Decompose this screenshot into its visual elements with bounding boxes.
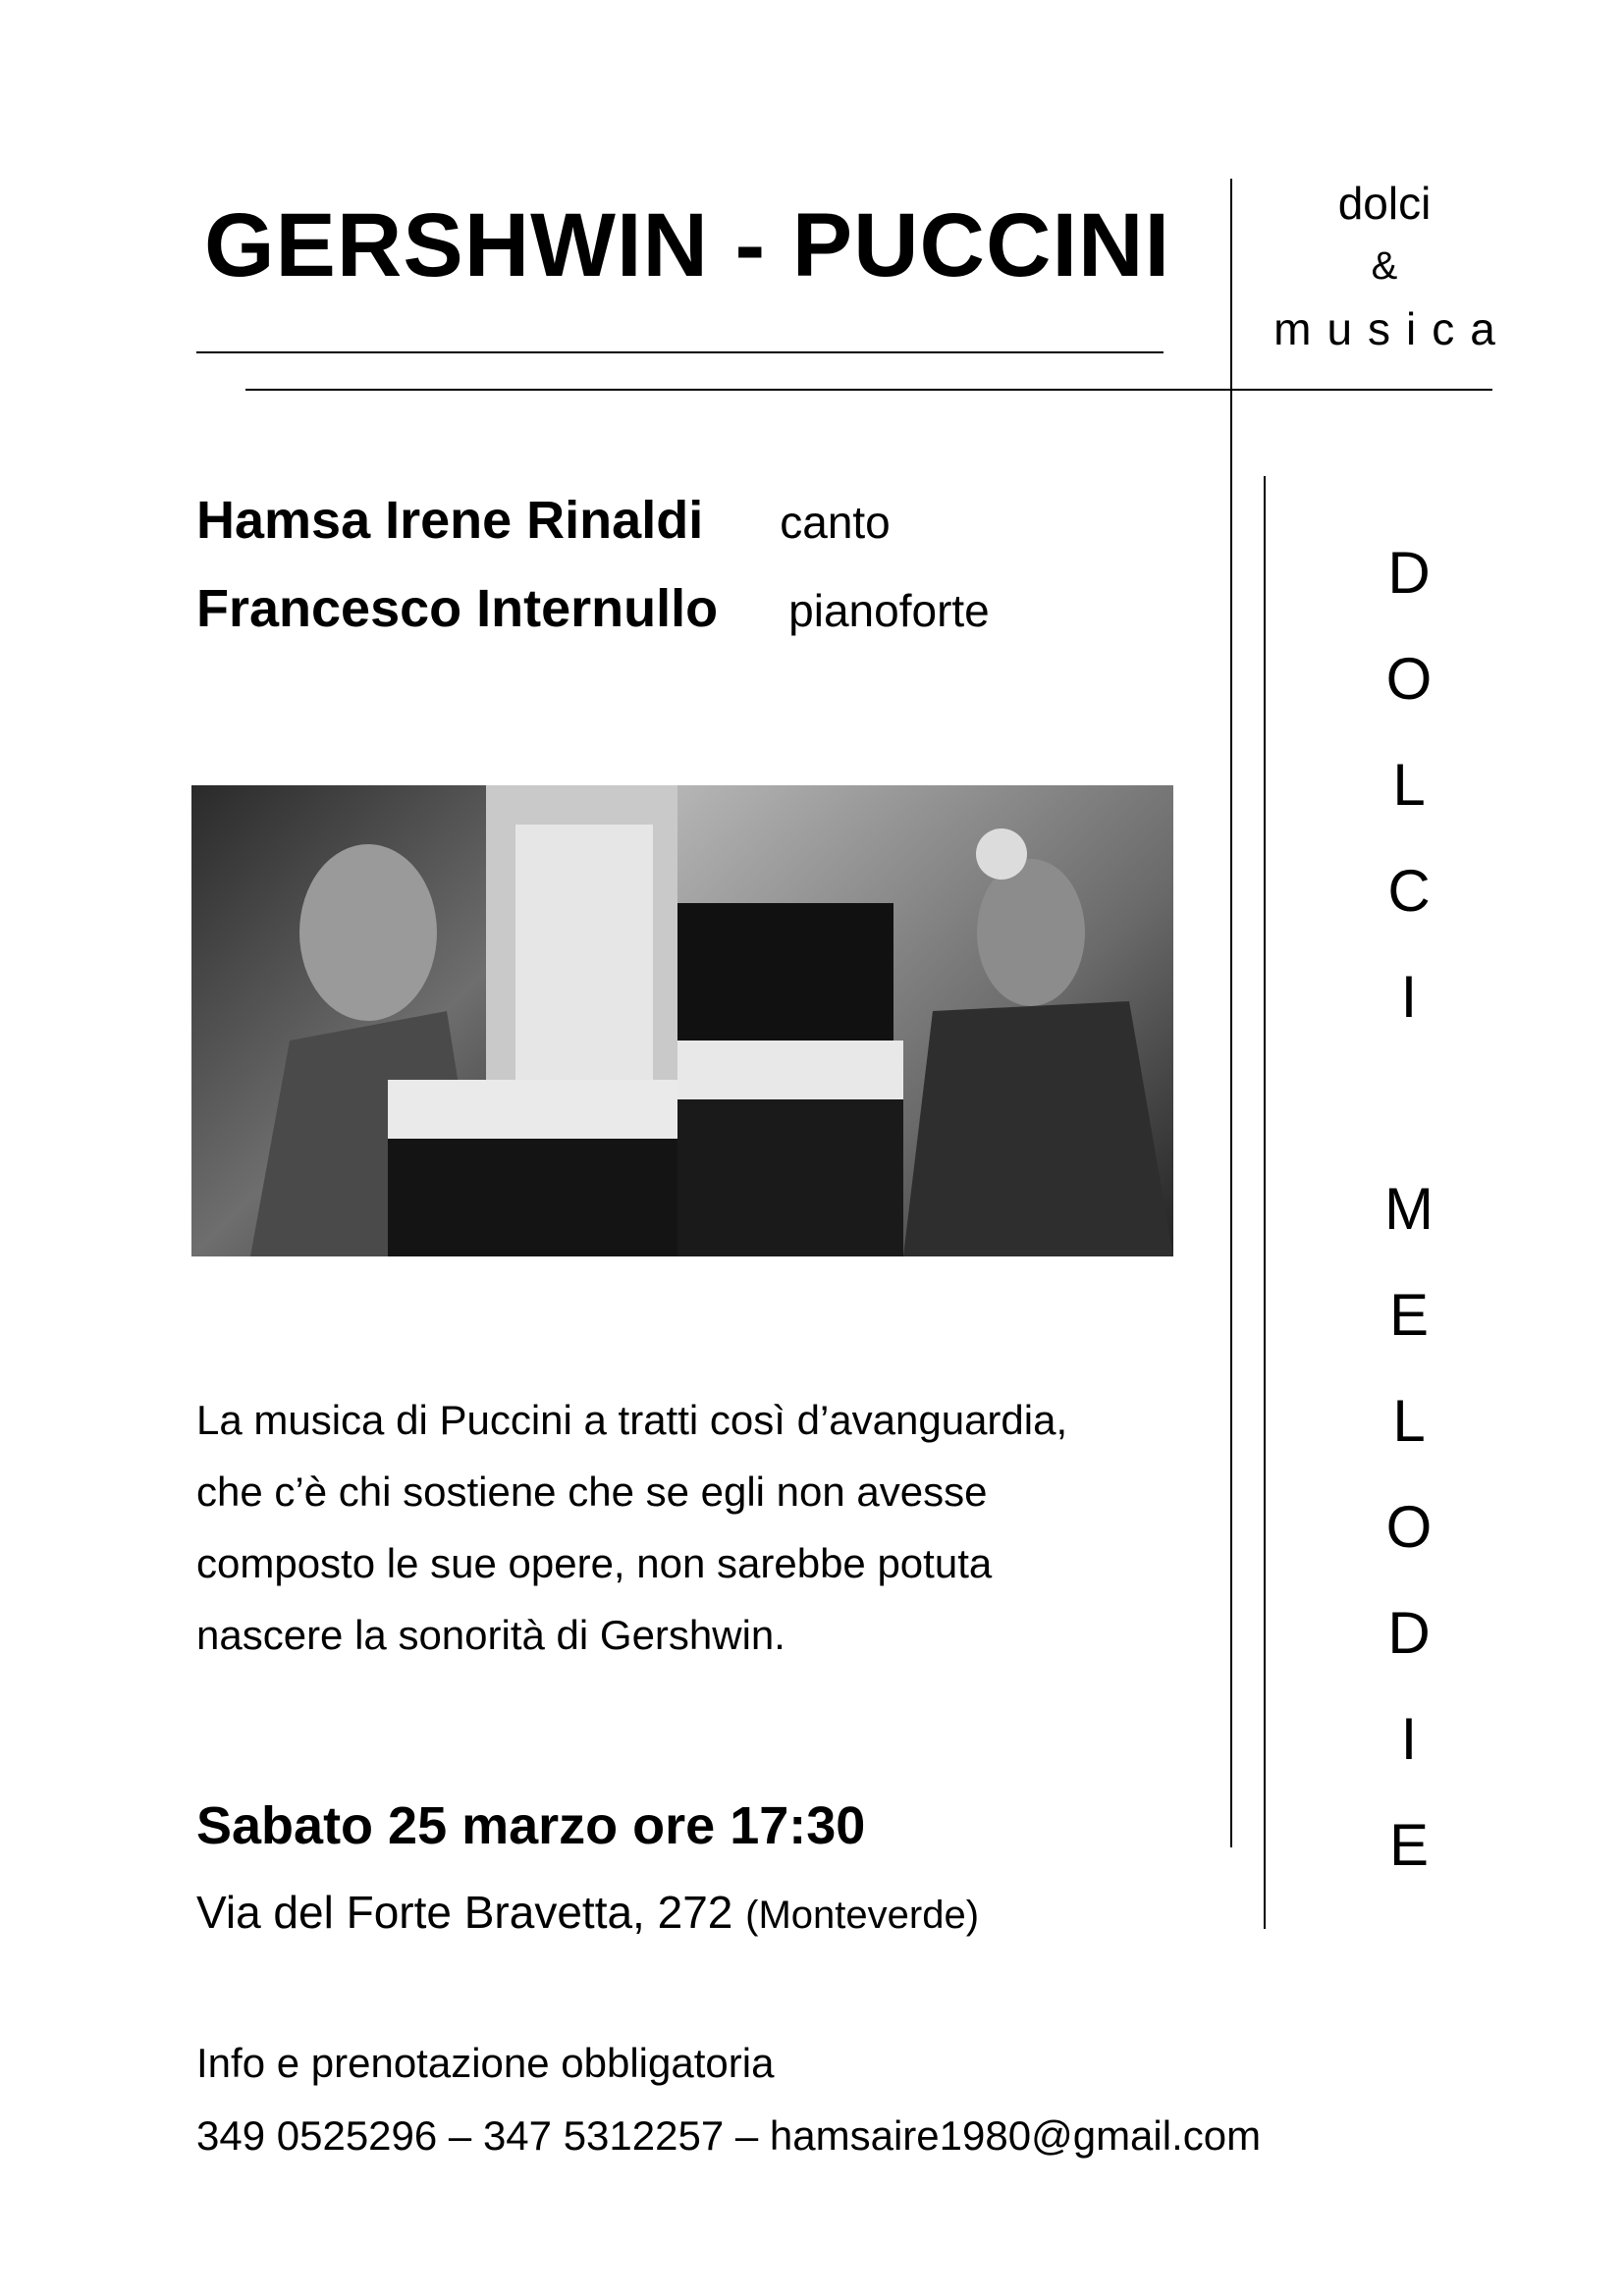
description-line: che c’è chi sostiene che se egli non avesse xyxy=(196,1468,988,1515)
description-line: nascere la sonorità di Gershwin. xyxy=(196,1612,785,1658)
banner-letter: E xyxy=(1388,1282,1430,1348)
brand-ampersand: & xyxy=(1371,244,1398,288)
photo-strip xyxy=(191,785,1173,1256)
event-address xyxy=(196,1880,979,1948)
performer-role: canto xyxy=(780,497,891,548)
description-line: La musica di Puccini a tratti così d’avanguardia, xyxy=(196,1397,1068,1443)
main-vertical-divider xyxy=(1230,179,1232,1847)
contact-label: Info e prenotazione obbligatoria xyxy=(196,2040,775,2086)
banner-letter: C xyxy=(1387,858,1431,924)
banner-letter: E xyxy=(1388,1812,1430,1878)
banner-letter: I xyxy=(1400,964,1418,1030)
puccini-photo xyxy=(677,785,1173,1256)
performer-name: Hamsa Irene Rinaldi xyxy=(196,491,704,550)
performer-name: Francesco Internullo xyxy=(196,579,719,638)
address-area: (Monteverde) xyxy=(745,1894,980,1937)
description-line: composto le sue opere, non sarebbe potuta xyxy=(196,1540,993,1586)
poster-title: GERSHWIN - PUCCINI xyxy=(204,195,1170,295)
banner-letter: O xyxy=(1385,646,1433,712)
banner-letter: L xyxy=(1392,1388,1426,1454)
contact-block xyxy=(196,2027,1261,2172)
brand-block xyxy=(1237,172,1532,360)
banner-spacer xyxy=(1365,1050,1453,1156)
header-divider xyxy=(245,389,1492,391)
performer-row xyxy=(196,486,891,557)
brand-dolci: dolci xyxy=(1337,178,1432,229)
event-datetime: Sabato 25 marzo ore 17:30 xyxy=(196,1796,866,1855)
side-banner xyxy=(1365,520,1453,1898)
brand-musica: musica xyxy=(1273,303,1511,354)
title-underline xyxy=(196,351,1164,353)
banner-letter: D xyxy=(1387,540,1431,606)
performer-role: pianoforte xyxy=(788,585,990,636)
banner-letter: L xyxy=(1392,752,1426,818)
banner-letter: I xyxy=(1400,1706,1418,1772)
banner-letter: D xyxy=(1387,1600,1431,1666)
banner-letter: M xyxy=(1384,1176,1434,1242)
banner-letter: O xyxy=(1385,1494,1433,1560)
description xyxy=(196,1384,1178,1671)
gershwin-photo xyxy=(191,785,677,1256)
side-vertical-divider xyxy=(1264,476,1266,1929)
contact-details: 349 0525296 – 347 5312257 – hamsaire1980@gmail.com xyxy=(196,2112,1262,2159)
performer-row xyxy=(196,574,990,645)
address-street: Via del Forte Bravetta, 272 xyxy=(196,1887,733,1938)
